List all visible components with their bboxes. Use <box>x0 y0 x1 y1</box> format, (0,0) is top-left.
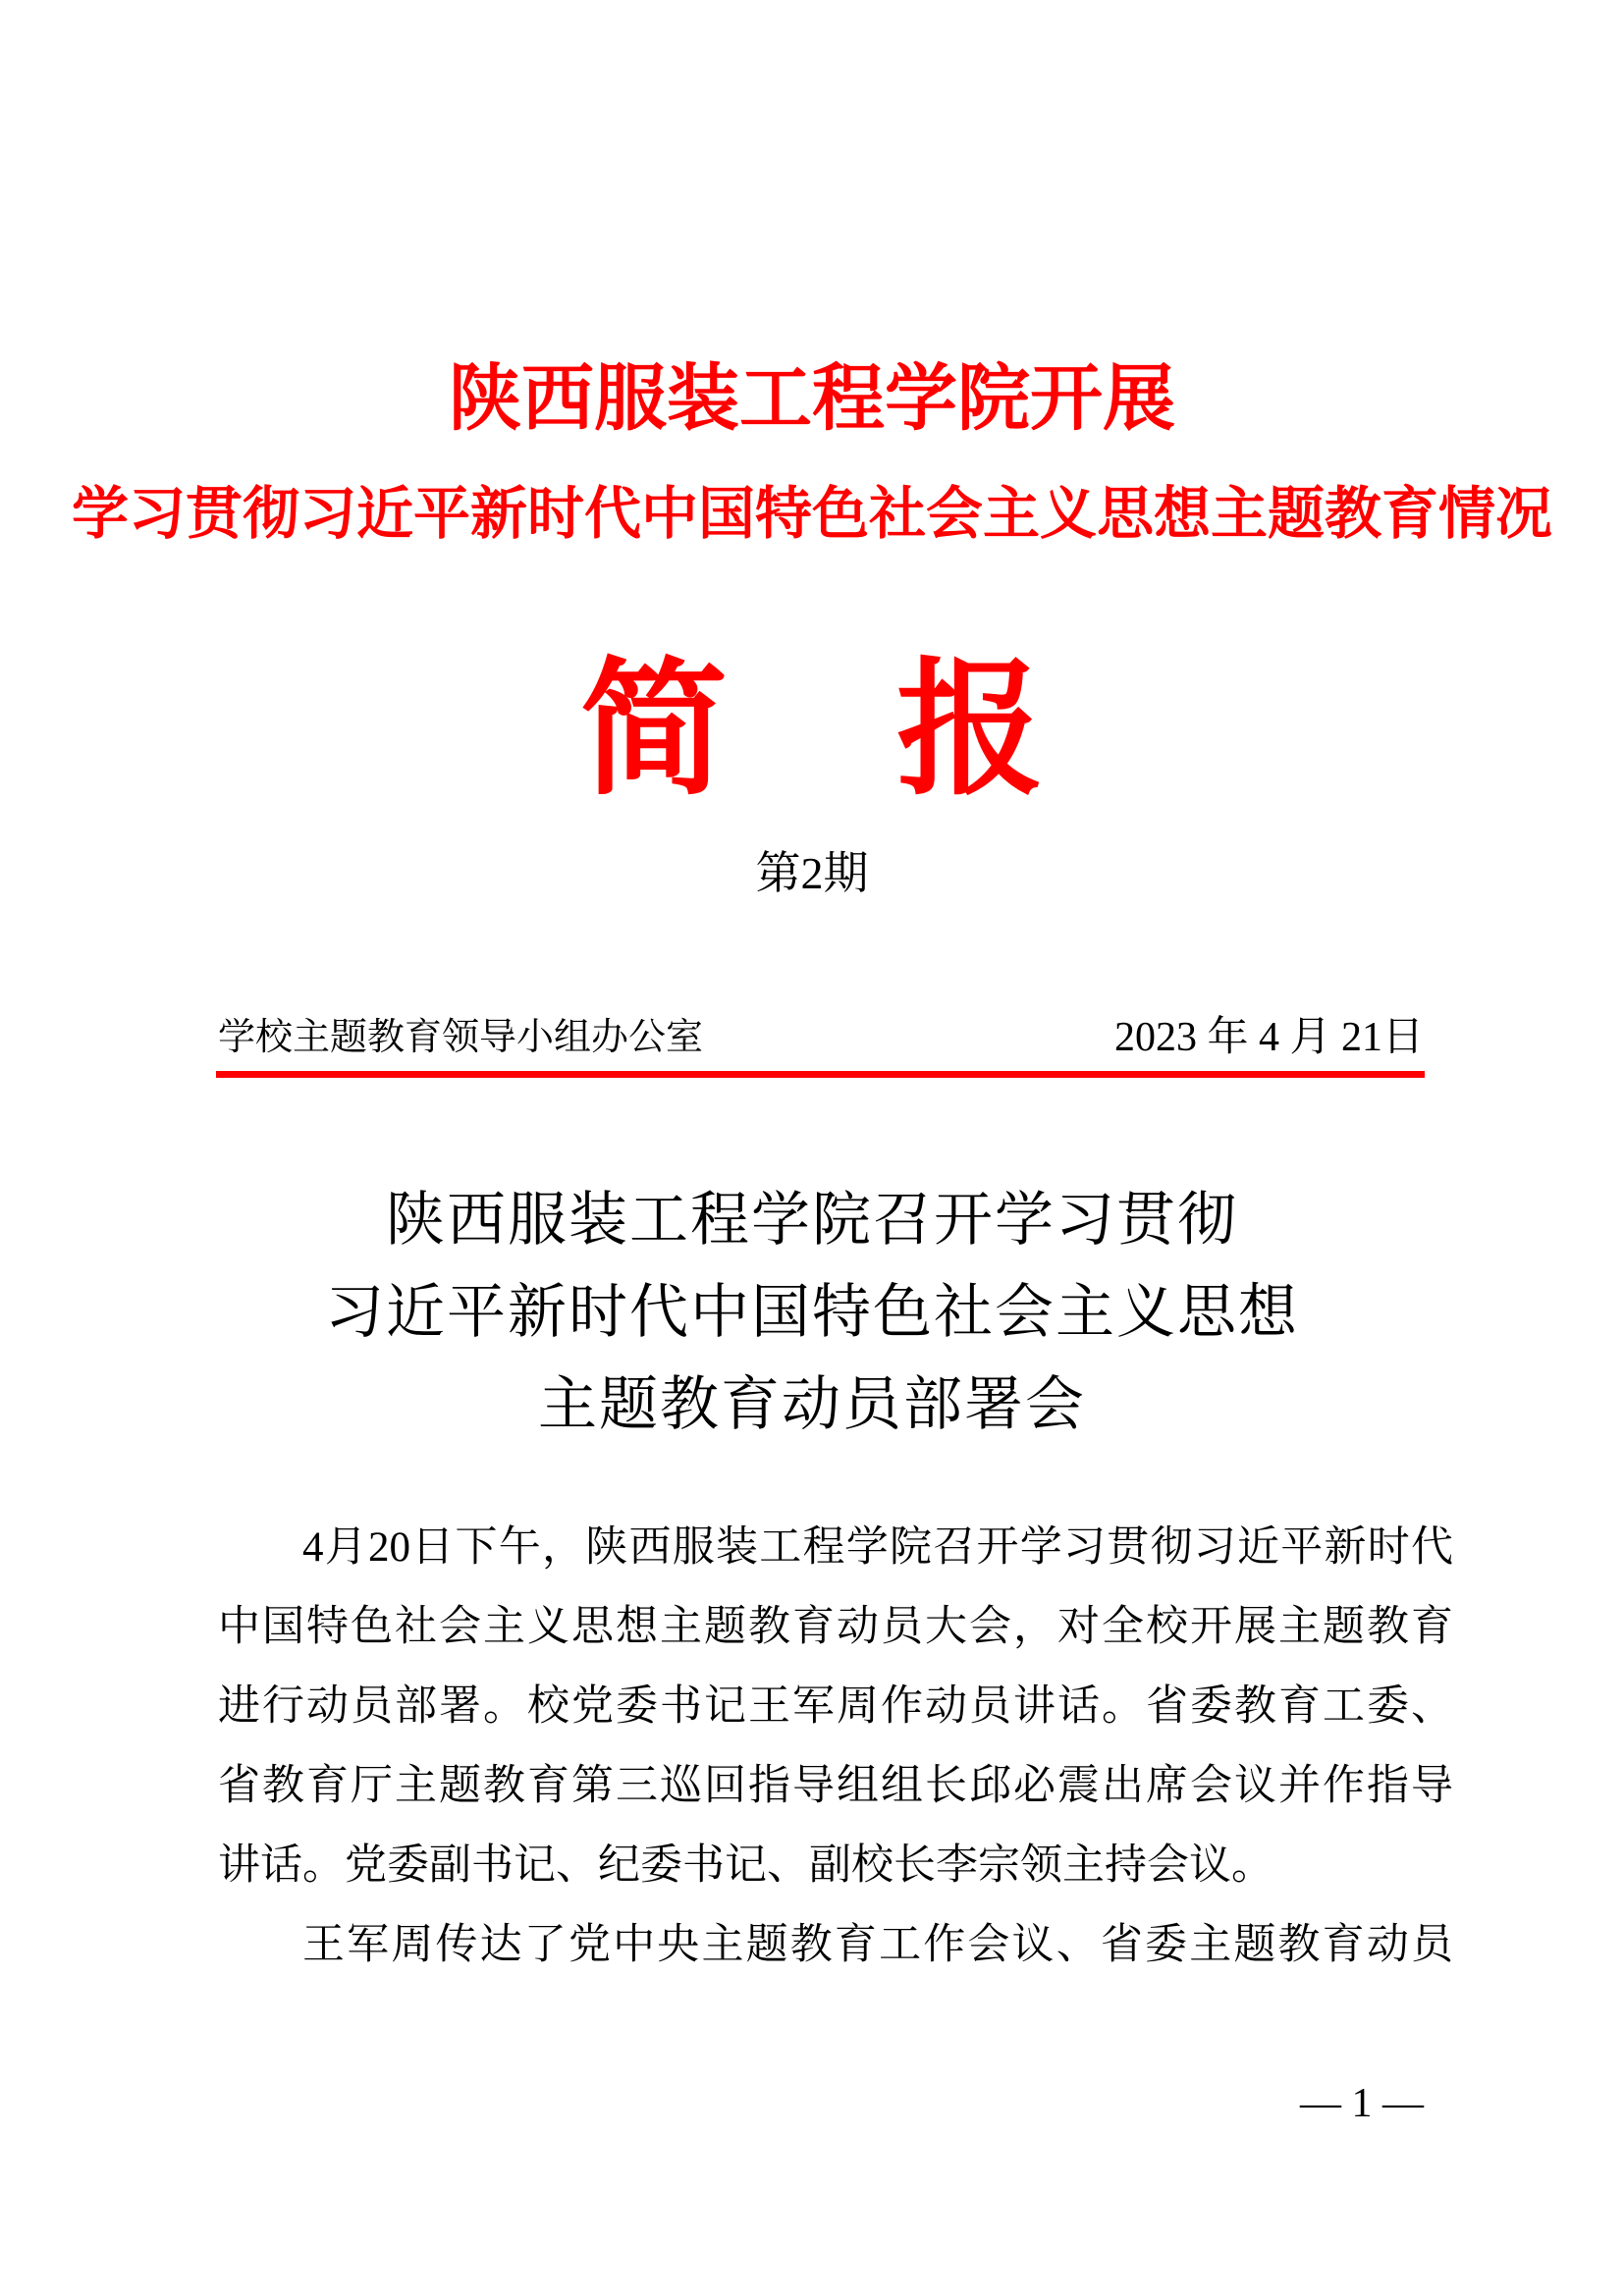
red-divider-rule <box>216 1071 1425 1078</box>
article-title-line: 习近平新时代中国特色社会主义思想 <box>325 1280 1299 1345</box>
body-line: 进行动员部署。校党委书记王军周作动员讲话。省委教育工委、 <box>218 1683 1453 1730</box>
banner-char-right: 报 <box>896 650 1045 813</box>
page-number: — 1 — <box>1300 2081 1424 2126</box>
body-line: 王军周传达了党中央主题教育工作会议、省委主题教育动员 <box>302 1922 1453 1968</box>
article-title <box>0 1174 1624 1451</box>
masthead-row <box>218 1003 1424 1064</box>
issuing-office: 学校主题教育领导小组办公室 <box>218 1017 704 1058</box>
body-line: 中国特色社会主义思想主题教育动员大会，对全校开展主题教育 <box>218 1604 1453 1650</box>
article-body <box>218 1508 1453 1985</box>
issue-date: 2023 年 4 月 21日 <box>1113 1015 1424 1060</box>
bulletin-banner <box>0 604 1624 829</box>
issue-number: 第2期 <box>755 848 869 898</box>
bulletin-org-title: 陕西服装工程学院开展 <box>449 359 1175 440</box>
bulletin-theme-title: 学习贯彻习近平新时代中国特色社会主义思想主题教育情况 <box>71 482 1552 546</box>
article-title-line: 主题教育动员部署会 <box>538 1372 1086 1437</box>
article-title-line: 陕西服装工程学院召开学习贯彻 <box>386 1188 1238 1253</box>
body-line: 讲话。党委副书记、纪委书记、副校长李宗领主持会议。 <box>218 1842 1273 1889</box>
banner-char-left: 简 <box>579 650 728 813</box>
body-line: 省教育厅主题教育第三巡回指导组组长邱必震出席会议并作指导 <box>218 1763 1453 1809</box>
body-line: 4月20日下午，陕西服装工程学院召开学习贯彻习近平新时代 <box>302 1524 1453 1571</box>
